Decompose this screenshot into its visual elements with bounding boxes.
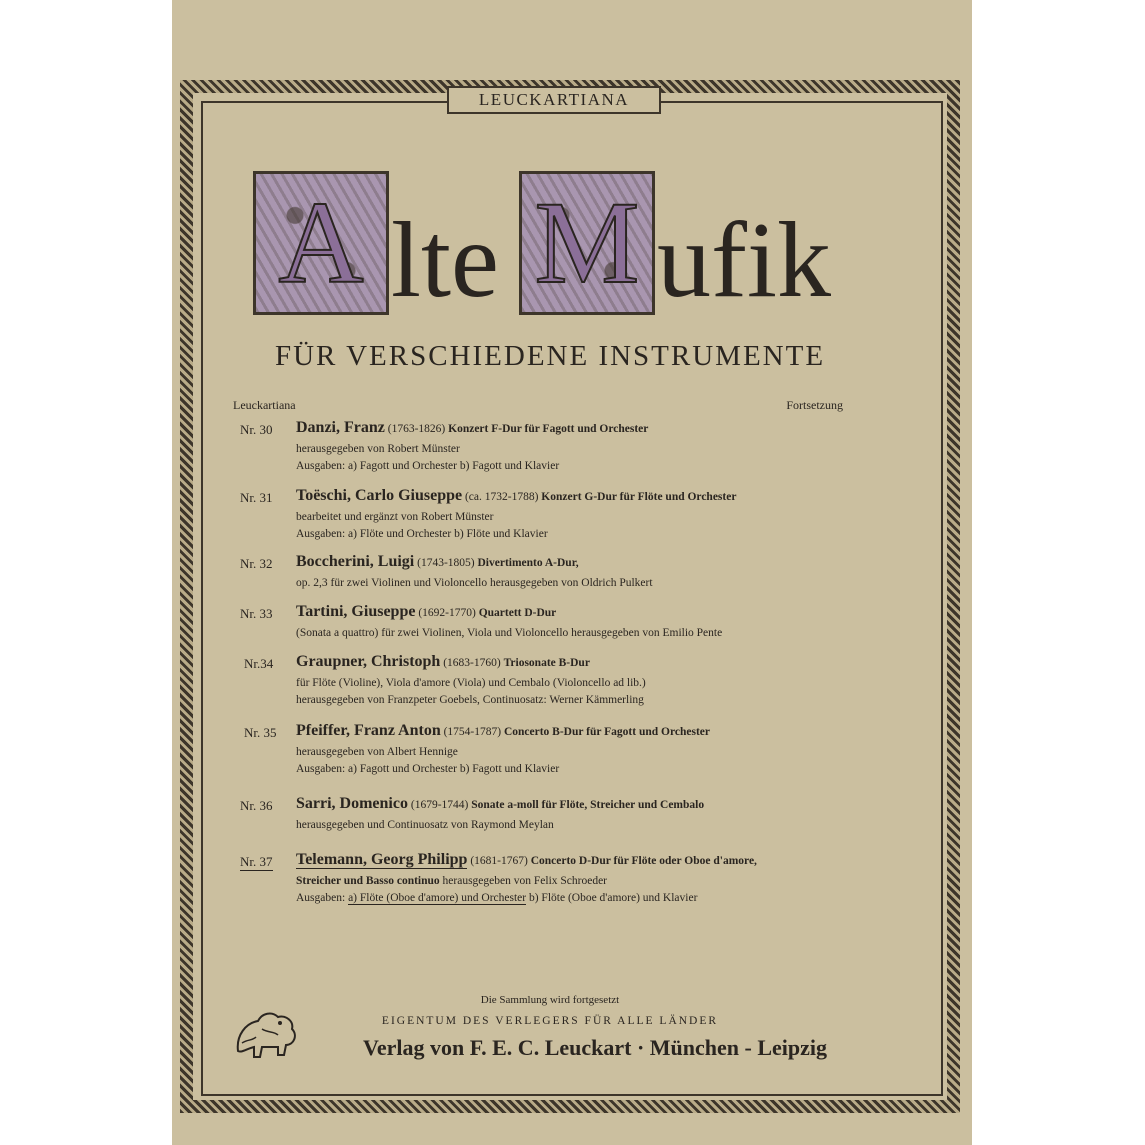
entry-work: Concerto B-Dur für Fagott und Orchester	[503, 726, 710, 738]
entry-dates: (1743-1805)	[417, 557, 475, 569]
catalog-entry	[240, 723, 880, 775]
continued-note: Die Sammlung wird fortgesetzt	[480, 994, 620, 1006]
entry-composer: Danzi, Franz	[296, 419, 385, 436]
entry-dates: (1683-1760)	[443, 657, 501, 669]
entry-line-marked: a) Flöte (Oboe d'amore) und Orchester	[348, 892, 527, 904]
header-left: Leuckartiana	[233, 398, 296, 412]
entry-composer: Telemann, Georg Philipp	[296, 851, 468, 868]
entry-composer: Pfeiffer, Franz Anton	[296, 722, 441, 739]
catalog-entry	[240, 488, 880, 540]
entry-number: Nr. 35	[244, 725, 277, 740]
series-label: LEUCKARTIANA	[447, 86, 661, 114]
entry-number: Nr. 36	[240, 798, 273, 813]
entry-composer: Graupner, Christoph	[296, 653, 441, 670]
entry-line: herausgegeben und Continuosatz von Raymond Meylan	[296, 819, 554, 831]
entry-line: für Flöte (Violine), Viola d'amore (Viola) und Cembalo (Violoncello ad lib.)	[296, 677, 646, 689]
header-right: Fortsetzung	[786, 398, 843, 412]
entry-number: Nr. 37	[240, 854, 273, 869]
entry-line: herausgegeben von Albert Hennige	[296, 746, 458, 758]
entry-dates: (1754-1787)	[443, 726, 502, 738]
rights-note: EIGENTUM DES VERLEGERS FÜR ALLE LÄNDER	[381, 1015, 719, 1027]
entry-line-rest: herausgegeben von Felix Schroeder	[439, 875, 608, 887]
entry-work: Triosonate B-Dur	[503, 657, 590, 669]
entry-dates: (1679-1744)	[410, 799, 469, 811]
entry-composer: Sarri, Domenico	[296, 795, 408, 812]
entry-number: Nr. 33	[240, 606, 273, 621]
entry-work: Konzert F-Dur für Fagott und Orchester	[448, 423, 649, 435]
entry-work: Concerto D-Dur für Flöte oder Oboe d'amore,	[530, 855, 757, 867]
entry-work: Quartett D-Dur	[478, 607, 557, 619]
catalog-entry	[240, 654, 880, 706]
entry-dates: (1763-1826)	[387, 423, 446, 435]
publisher-line: Verlag von F. E. C. Leuckart · München - Leipzig	[362, 1035, 828, 1060]
entry-number: Nr.34	[244, 656, 274, 671]
catalog-entry	[240, 796, 880, 832]
entry-line	[296, 873, 607, 889]
entry-dates: (1692-1770)	[418, 607, 476, 619]
entry-line: Ausgaben: a) Flöte und Orchester b) Flöte und Klavier	[296, 528, 548, 540]
title-word-1-rest: lte	[391, 201, 499, 320]
entry-line: op. 2,3 für zwei Violinen und Violoncello herausgegeben von Oldrich Pulkert	[296, 577, 653, 589]
entry-line	[296, 890, 697, 906]
entry-work: Konzert G-Dur für Flöte und Orchester	[541, 491, 737, 503]
publisher-lion-logo-icon	[232, 1005, 300, 1061]
entry-number: Nr. 30	[240, 422, 273, 437]
decorated-initial-m: M	[519, 171, 655, 315]
entry-number: Nr. 31	[240, 490, 273, 505]
entry-work: Divertimento A-Dur,	[477, 557, 579, 569]
entry-line: (Sonata a quattro) für zwei Violinen, Viola und Violoncello herausgegeben von Emilio Pente	[296, 627, 723, 639]
entry-dates: (1681-1767)	[470, 855, 528, 867]
entry-dates: (ca. 1732-1788)	[464, 491, 539, 503]
entry-composer: Boccherini, Luigi	[296, 553, 415, 570]
entry-line: herausgegeben von Franzpeter Goebels, Continuosatz: Werner Kämmerling	[296, 694, 644, 706]
catalog-entry	[240, 420, 880, 472]
subtitle: FÜR VERSCHIEDENE INSTRUMENTE	[274, 340, 826, 372]
entry-line: herausgegeben von Robert Münster	[296, 443, 460, 455]
entry-composer: Tartini, Giuseppe	[296, 603, 416, 620]
title-word-2-rest: ufik	[656, 201, 831, 320]
catalog-entry	[240, 554, 880, 590]
entry-composer: Toëschi, Carlo Giuseppe	[296, 487, 463, 504]
entry-line: bearbeitet und ergänzt von Robert Münster	[296, 511, 494, 523]
entry-line-prefix: Ausgaben:	[296, 892, 349, 904]
decorated-initial-a: A	[253, 171, 389, 315]
entry-line: Ausgaben: a) Fagott und Orchester b) Fagott und Klavier	[296, 460, 560, 472]
entry-line: Ausgaben: a) Fagott und Orchester b) Fagott und Klavier	[296, 763, 560, 775]
catalog-entry	[240, 604, 880, 640]
main-title	[225, 165, 875, 320]
entry-line-bold: Streicher und Basso continuo	[296, 875, 440, 887]
entry-line-rest: b) Flöte (Oboe d'amore) und Klavier	[526, 892, 698, 904]
entry-number: Nr. 32	[240, 556, 273, 571]
catalog-entry-highlighted	[240, 852, 880, 906]
entry-work: Sonate a-moll für Flöte, Streicher und Cembalo	[471, 799, 705, 811]
